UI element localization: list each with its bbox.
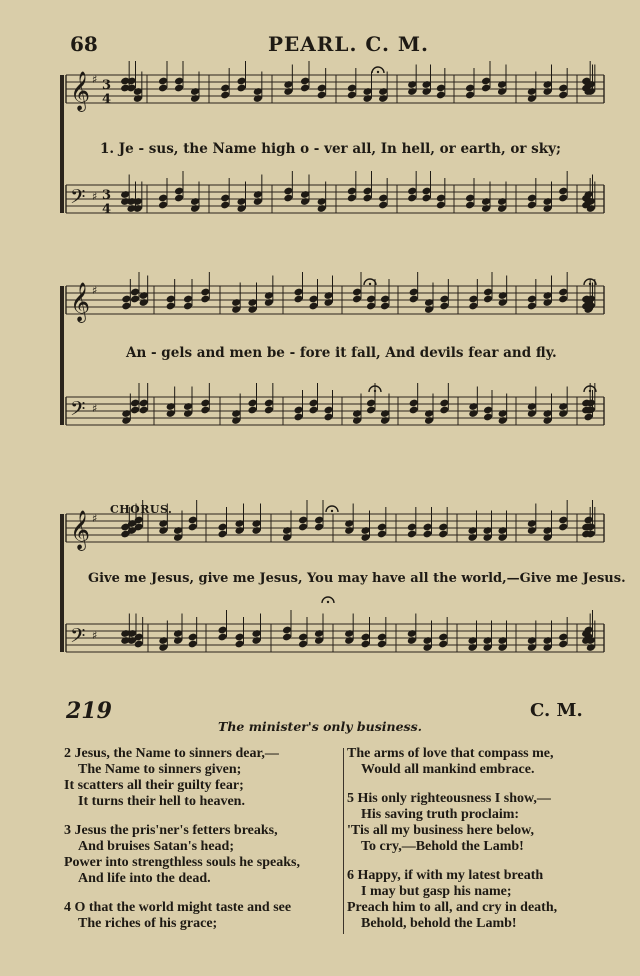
tune-title: PEARL. C. M. [268,32,430,56]
lyrics-line-1: 1. Je - sus, the Name high o - ver all, In hell, or earth, or sky; [100,141,561,157]
hymn-subtitle: The minister's only business. [218,719,422,734]
verse-line: Behold, behold the Lamb! [347,916,517,931]
system-brace [60,286,64,425]
fermata-dot [589,283,591,285]
verse-line [64,810,300,823]
fermata-dot [331,510,333,512]
verse-line: 5 His only righteousness I show,— [347,791,551,806]
verse-line: I may but gasp his name; [347,884,512,899]
sharp-sign: ♯ [92,73,98,86]
time-signature: 4 [102,202,112,217]
verse-line [347,778,557,791]
fermata-dot [374,390,376,392]
verse-line: Power into strengthless souls he speaks, [64,855,300,870]
time-signature: 3 [102,78,112,93]
verse-line: The arms of love that compass me, [347,746,554,761]
verse-line: Preach him to all, and cry in death, [347,900,558,915]
verse-line: 3 Jesus the pris'ner's fetters breaks, [64,823,278,838]
time-signature: 4 [102,92,112,107]
fermata-dot [369,283,371,285]
fermata-dot [377,71,379,73]
verse-line: 2 Jesus, the Name to sinners dear,— [64,746,279,761]
hymn-number: 219 [66,698,112,724]
verse-line: Would all mankind embrace. [347,762,535,777]
verse-line: It scatters all their guilty fear; [64,778,244,793]
time-signature: 3 [102,188,112,203]
treble-clef: 𝄞 [70,71,91,111]
sharp-sign: ♯ [92,512,98,525]
fermata-dot [589,390,591,392]
verse-line: And bruises Satan's head; [64,839,234,854]
sharp-sign: ♯ [92,190,98,203]
sharp-sign: ♯ [92,284,98,297]
column-divider [343,748,344,934]
lyrics-line-2: An - gels and men be - fore it fall, And devils fear and fly. [126,345,557,361]
verse-line: To cry,—Behold the Lamb! [347,839,524,854]
verse-line: 'Tis all my business here below, [347,823,534,838]
bass-clef: 𝄢 [70,185,86,213]
bass-clef: 𝄢 [70,624,86,652]
treble-clef: 𝄞 [70,510,91,550]
verse-line: It turns their hell to heaven. [64,794,245,809]
system-brace [60,75,64,213]
system-brace [60,514,64,652]
verse-line: The Name to sinners given; [64,762,242,777]
sharp-sign: ♯ [92,402,98,415]
hymn-meter: C. M. [530,700,583,721]
verses-right-column [347,746,557,932]
verse-line: And life into the dead. [64,871,211,886]
verse-line: 4 O that the world might taste and see [64,900,292,915]
verse-line [347,855,557,868]
treble-clef: 𝄞 [70,282,91,322]
lyrics-line-3: Give me Jesus, give me Jesus, You may have all the world,—Give me Jesus. [88,571,626,586]
page-number: 68 [70,32,98,56]
verses-left-column [64,746,300,932]
verse-line [64,887,300,900]
verse-line: 6 Happy, if with my latest breath [347,868,544,883]
chorus-label: CHORUS. [110,503,173,516]
fermata-dot [327,601,329,603]
sharp-sign: ♯ [92,629,98,642]
verse-line: His saving truth proclaim: [347,807,520,822]
bass-clef: 𝄢 [70,397,86,425]
verse-line: The riches of his grace; [64,916,218,931]
